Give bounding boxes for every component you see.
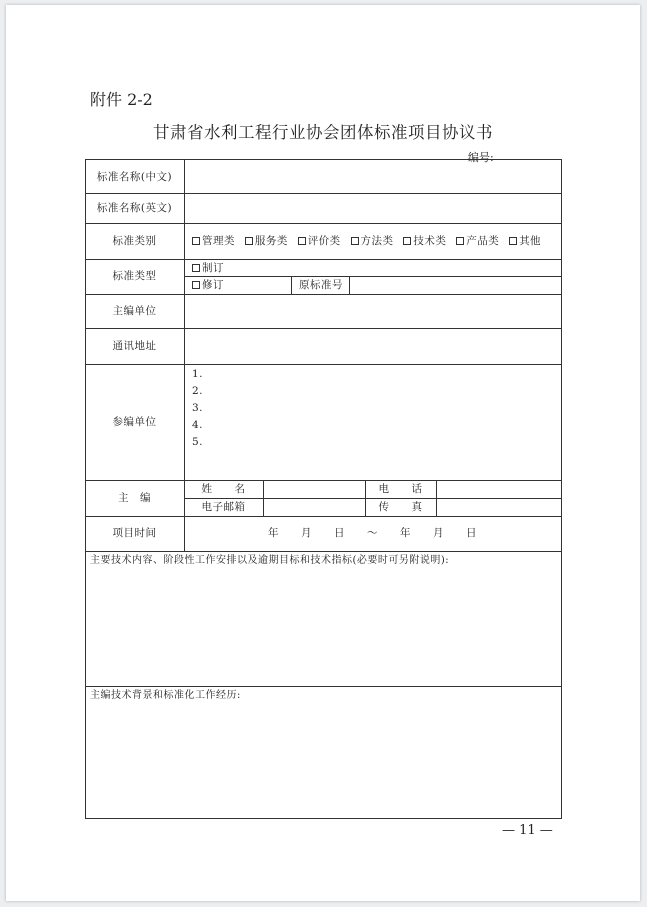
checkbox-icon[interactable] xyxy=(245,237,253,245)
participant-number: 4. xyxy=(192,419,204,431)
participants-label: 参编单位 xyxy=(112,416,157,428)
period-label: 项目时间 xyxy=(112,527,157,539)
category-option[interactable]: 其他 xyxy=(509,234,541,248)
category-option[interactable]: 方法类 xyxy=(351,234,394,248)
category-option[interactable]: 评价类 xyxy=(298,234,341,248)
checkbox-icon[interactable] xyxy=(351,237,359,245)
category-label: 标准类别 xyxy=(112,235,157,247)
checkbox-icon[interactable] xyxy=(403,237,411,245)
type-option-revise[interactable]: 修订 xyxy=(192,278,224,292)
checkbox-icon[interactable] xyxy=(456,237,464,245)
category-option[interactable]: 服务类 xyxy=(245,234,288,248)
name-en-label: 标准名称(英文) xyxy=(96,202,173,214)
address-label: 通讯地址 xyxy=(112,340,157,352)
checkbox-icon[interactable] xyxy=(298,237,306,245)
original-std-label: 原标准号 xyxy=(299,279,343,291)
participant-number: 1. xyxy=(192,368,204,380)
participant-number: 2. xyxy=(192,385,204,397)
name-label: 姓 名 xyxy=(201,483,246,495)
name-cn-label: 标准名称(中文) xyxy=(96,171,173,183)
category-options xyxy=(192,234,547,248)
period-text: 年 月 日 ～ 年 月 日 xyxy=(268,527,477,539)
chief-unit-label: 主编单位 xyxy=(112,305,157,317)
email-label: 电子邮箱 xyxy=(201,501,246,513)
checkbox-icon[interactable] xyxy=(509,237,517,245)
type-option-new[interactable]: 制订 xyxy=(192,261,224,275)
participant-number: 5. xyxy=(192,436,204,448)
type-label: 标准类型 xyxy=(112,270,157,282)
page-number: — 11 — xyxy=(502,823,553,838)
category-option[interactable]: 产品类 xyxy=(456,234,499,248)
fax-label: 传 真 xyxy=(378,501,423,513)
document-page xyxy=(6,5,640,901)
checkbox-icon[interactable] xyxy=(192,237,200,245)
category-option[interactable]: 技术类 xyxy=(403,234,446,248)
attachment-label: 附件 2-2 xyxy=(90,90,153,109)
document-title: 甘肃省水利工程行业协会团体标准项目协议书 xyxy=(153,123,493,142)
participant-number: 3. xyxy=(192,402,204,414)
background-label: 主编技术背景和标准化工作经历: xyxy=(90,690,241,701)
content-label: 主要技术内容、阶段性工作安排以及逾期目标和技术指标(必要时可另附说明): xyxy=(90,555,450,566)
checkbox-icon[interactable] xyxy=(192,264,200,272)
number-label: 编号: xyxy=(468,151,494,164)
agreement-form xyxy=(85,159,562,819)
chief-editor-label: 主 编 xyxy=(118,492,151,504)
category-option[interactable]: 管理类 xyxy=(192,234,235,248)
checkbox-icon[interactable] xyxy=(192,281,200,289)
phone-label: 电 话 xyxy=(378,483,423,495)
